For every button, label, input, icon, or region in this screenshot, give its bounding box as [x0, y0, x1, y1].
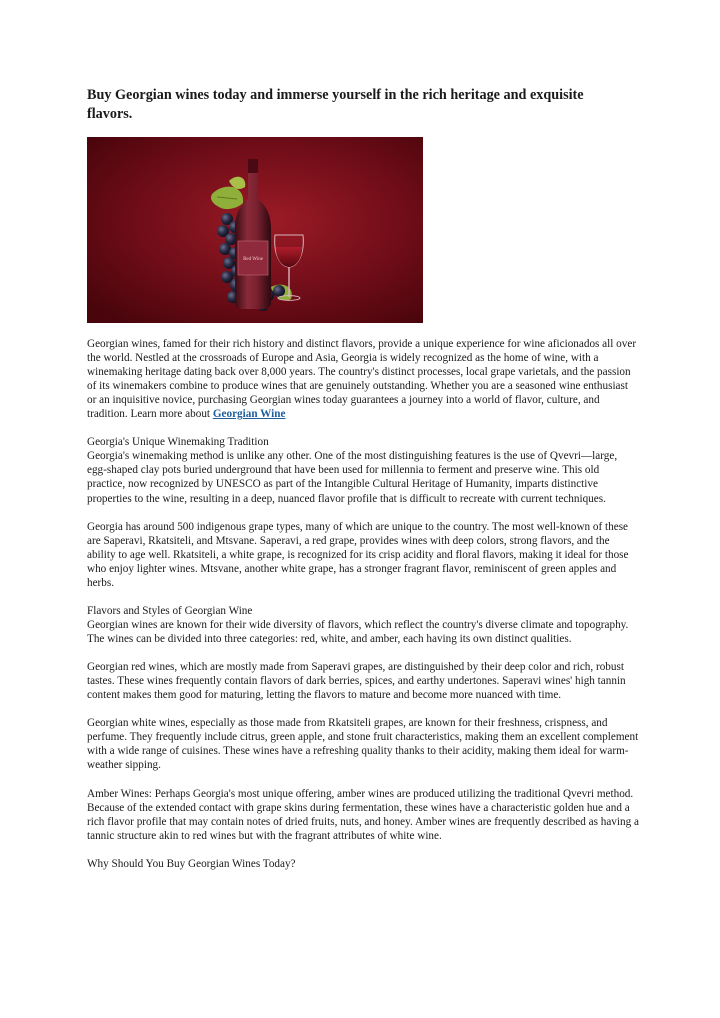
section-flavors [87, 604, 639, 646]
grapes-paragraph: Georgia has around 500 indigenous grape types, many of which are unique to the country. The most well-known of these are Saperavi, Rkatsiteli, and Mtsvane. Saperavi, a red grape, provides wines with deep colors, strong flavors, and the ability to age well. Rkatsiteli, a white grape, is recognized for its crisp acidity and floral flavors, making it ideal for those who enjoy lighter wines. Mtsvane, another white grape, has a stronger fragrant flavor, reminiscent of green apples and herbs. [87, 520, 629, 589]
intro-paragraph [87, 337, 639, 421]
section-heading-tradition: Georgia's Unique Winemaking Tradition [87, 436, 269, 449]
article-body [87, 337, 639, 885]
hero-image [87, 137, 423, 323]
amber-wines-paragraph: Amber Wines: Perhaps Georgia's most unique offering, amber wines are produced utilizing the traditional Qvevri method. Because of the extended contact with grape skins during fermentation, these wines have a characteristic golden hue and a rich flavor profile that may contain notes of dried fruits, nuts, and honey. Amber wines are frequently described as having a tannic structure akin to red wines but with the fragrant attributes of white wine. [87, 787, 639, 842]
red-wines-paragraph: Georgian red wines, which are mostly made from Saperavi grapes, are distinguished by their deep color and rich, robust tastes. These wines frequently contain flavors of dark berries, spices, and earthy undertones. Saperavi wines' high tannin content makes them good for maturing, letting the flavors to mature and become more nuanced with time. [87, 661, 626, 702]
section-text-tradition: Georgia's winemaking method is unlike any other. One of the most distinguishing features is the use of Qvevri—large, egg-shaped clay pots buried underground that have been used for millennia to ferment and preserve wine. This old practice, now recognized by UNESCO as part of the Intangible Cultural Heritage of Humanity, imparts distinctive properties to the wine, resulting in a deep, nuanced flavor profile that is difficult to recreate with current techniques. [87, 450, 618, 505]
intro-text: Georgian wines, famed for their rich history and distinct flavors, provide a unique experience for wine aficionados all over the world. Nestled at the crossroads of Europe and Asia, Georgia is widely recognized as the home of wine, with a winemaking heritage dating back over 8,000 years. The country's distinct processes, local grape varietals, and the passion of its winemakers combine to produce wines that are genuinely outstanding. Whether you are a seasoned wine enthusiast or an inquisitive novice, purchasing Georgian wines today guarantees a journey into a world of flavor, culture, and tradition. Learn more about [87, 338, 637, 421]
section-text-flavors: Georgian wines are known for their wide diversity of flavors, which reflect the country's diverse climate and topography. The wines can be divided into three categories: red, white, and amber, each having its own distinct qualities. [87, 618, 629, 645]
bottle-label: Red Wine [243, 257, 263, 262]
georgian-wine-link[interactable]: Georgian Wine [212, 408, 286, 421]
section-heading-why-buy: Why Should You Buy Georgian Wines Today? [87, 857, 296, 870]
page-title: Buy Georgian wines today and immerse yourself in the rich heritage and exquisite flavors. [87, 87, 584, 122]
white-wines-paragraph: Georgian white wines, especially as those made from Rkatsiteli grapes, are known for their freshness, crispness, and perfume. They frequently include citrus, green apple, and stone fruit characteristics, making them an excellent complement with a wide range of cuisines. These wines have a refreshing quality thanks to their acidity, making them ideal for warm-weather sipping. [87, 717, 639, 772]
section-heading-flavors: Flavors and Styles of Georgian Wine [87, 604, 253, 617]
section-tradition [87, 435, 639, 505]
